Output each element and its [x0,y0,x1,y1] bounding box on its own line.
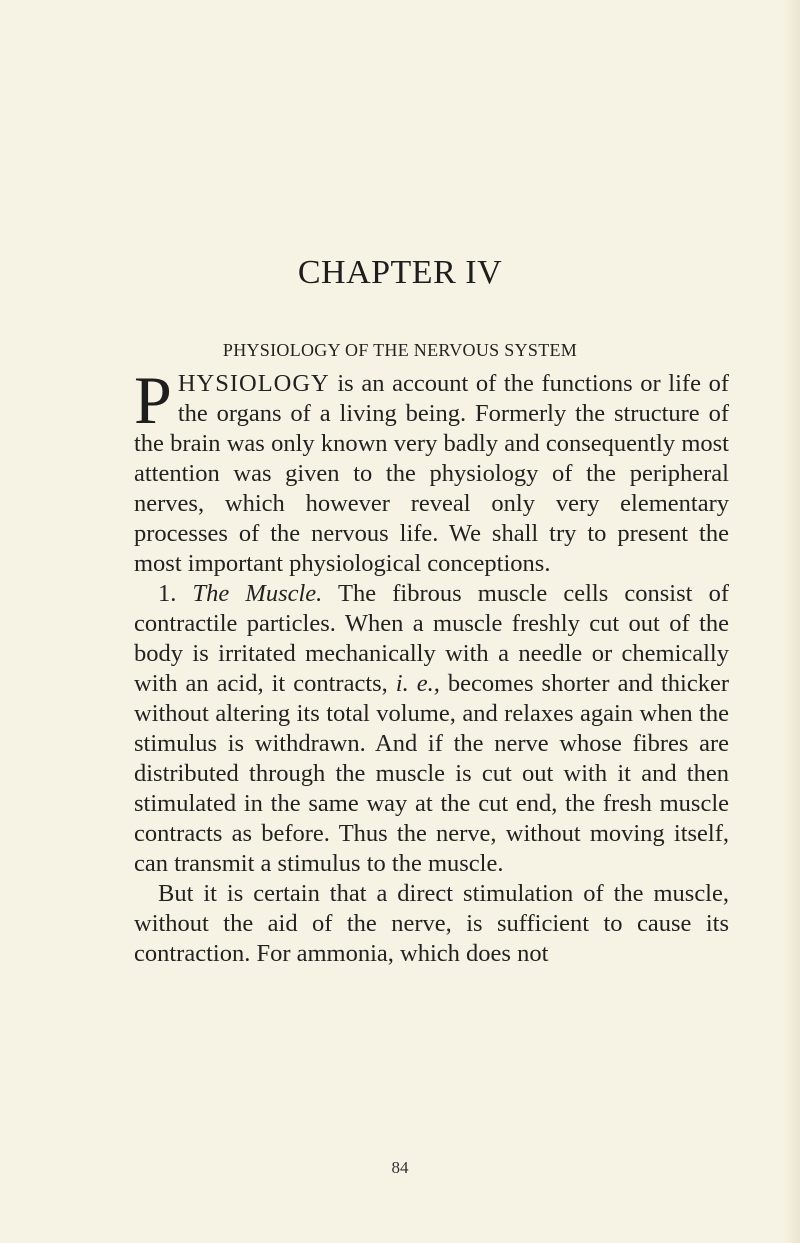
paragraph-1-lead: HYSIOLOGY [177,370,330,397]
page-edge-shade [784,0,800,1243]
paragraph-2 [134,579,729,879]
section-number: 1. [158,580,177,607]
paragraph-3-text: But it is certain that a direct stimulation of the muscle, without the aid of the nerve, is sufficient to cause its contraction. For ammonia, which does not [134,880,729,967]
body-text [134,362,730,969]
paragraph-3 [134,879,729,969]
paragraph-2-text-continued: becomes shorter and thicker without altering its total volume, and relaxes again when the stimulus is withdrawn. And if the nerve whose fibres are distributed through the muscle is cut out with it and then stimulated in the same way at the cut end, the fresh muscle contracts as before. Thus the nerve, without moving itself, can transmit a stimulus to the muscle. [134,670,729,877]
chapter-title: CHAPTER IV [297,254,503,291]
section-heading: The Muscle. [192,580,323,607]
paragraph-2-ie: i. e., [395,670,440,697]
drop-cap: P [134,362,172,438]
paragraph-1 [134,362,729,579]
paragraph-2-text: The fibrous muscle cells consist of contractile particles. When a muscle freshly cut out of the body is irritated mechanically with a needle or chemically with an acid, it contracts, [134,580,730,697]
paragraph-1-text: is an account of the functions or life of the organs of a living being. Formerly the structure of the brain was only known very badly and consequently most attention was given to the physiology of the peripheral nerves, which however reveal only very elementary processes of the nervous life. We shall try to present the most important physiological conceptions. [134,370,729,577]
page-number: 84 [391,1158,409,1177]
chapter-subtitle: PHYSIOLOGY OF THE NERVOUS SYSTEM [222,340,578,360]
